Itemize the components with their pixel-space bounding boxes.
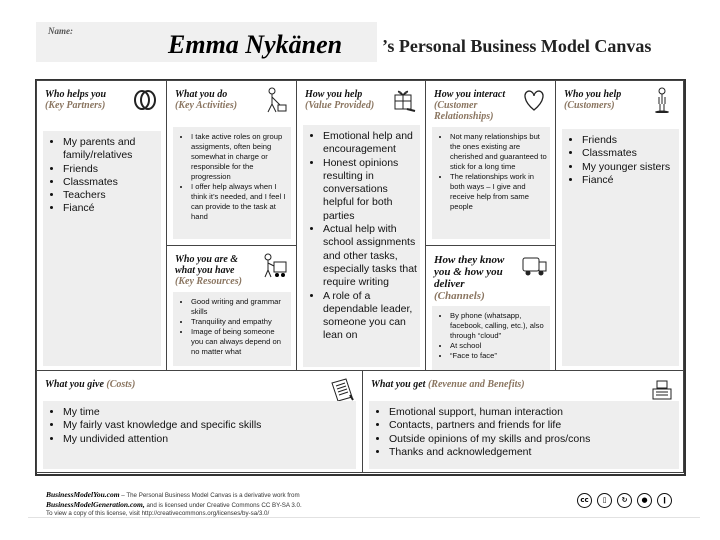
list-item: • My fairly vast knowledge and specific skills: [63, 419, 353, 432]
block-title: How you interact: [434, 89, 506, 100]
list-item: • Not many relationships but the ones existing are cherished and guaranteed to stick for a long time: [450, 132, 547, 172]
footer-site2: BusinessModelGeneration.com,: [46, 500, 145, 509]
nc-icon: ●: [637, 493, 652, 508]
list-item: • Good writing and grammar skills: [191, 297, 288, 317]
list-item: • A role of a dependable leader, someone you can lean on: [323, 290, 417, 343]
block-content: [432, 306, 550, 380]
footer-divider: [28, 517, 700, 518]
chain-link-icon: [132, 87, 158, 113]
list-item: • Friends: [63, 163, 158, 176]
list-item: • “Face to face”: [450, 351, 547, 361]
block-content: [173, 127, 291, 239]
block-revenue: [362, 370, 684, 473]
block-heading: [434, 89, 515, 122]
list-item: • Outside opinions of my skills and pros/cons: [389, 433, 676, 446]
block-content: [43, 131, 161, 366]
block-customers: [555, 80, 684, 371]
list-item: • Fiancé: [582, 174, 676, 187]
block-channels: [425, 245, 556, 371]
block-subtitle: (Channels): [434, 290, 485, 302]
block-content: [432, 127, 550, 239]
block-key-activities: [166, 80, 297, 246]
block-subtitle: (Revenue and Benefits): [427, 379, 525, 390]
list-item: • Thanks and acknowledgement: [389, 446, 676, 459]
block-content: [43, 401, 356, 469]
block-subtitle: (Key Resources): [175, 276, 242, 287]
list-item: • Image of being someone you can always depend on no matter what: [191, 327, 288, 357]
list-item: • Classmates: [582, 147, 676, 160]
block-content: [369, 401, 679, 469]
list-item: • Emotional help and encouragement: [323, 130, 417, 157]
list-item: • My time: [63, 406, 353, 419]
cash-register-icon: [649, 377, 675, 403]
block-subtitle: (Value Provided): [305, 100, 375, 111]
person-mowing-icon: [262, 87, 288, 113]
block-value: [296, 80, 426, 371]
heart-icon: [521, 87, 547, 113]
block-title: What you do: [175, 89, 228, 100]
block-subtitle: (Key Activities): [175, 100, 238, 111]
list-item: • Emotional support, human interaction: [389, 406, 676, 419]
block-subtitle: (Customer Relationships): [434, 100, 494, 122]
block-title: What you get: [371, 379, 426, 390]
footer-site1: BusinessModelYou.com: [46, 490, 120, 499]
block-title: How they know you & how you deliver: [434, 254, 505, 290]
name-label: Name:: [48, 26, 73, 36]
block-title: Who you help: [564, 89, 622, 100]
block-heading: [371, 379, 621, 390]
list-item: • Tranquility and empathy: [191, 317, 288, 327]
list-item: • At school: [450, 341, 547, 351]
block-heading: [45, 89, 126, 111]
block-heading: [175, 89, 256, 111]
list-item: • Fiancé: [63, 202, 158, 215]
license-text: [46, 490, 302, 518]
list-item: • By phone (whatsapp, facebook, calling, etc.), also through “cloud”: [450, 311, 547, 341]
list-item: • Teachers: [63, 189, 158, 202]
footer-text1: – The Personal Business Model Canvas is a derivative work from: [119, 492, 300, 499]
block-key-partners: [36, 80, 167, 371]
truck-icon: [521, 252, 547, 278]
block-key-resources: [166, 245, 297, 371]
block-subtitle: (Costs): [106, 379, 136, 390]
person-standing-icon: [649, 87, 675, 113]
block-content: [173, 292, 291, 366]
footer-text2: and is licensed under Creative Commons CC BY-SA 3.0.: [144, 502, 302, 509]
block-heading: [564, 89, 643, 111]
by-icon: ▯: [597, 493, 612, 508]
list-item: • The relationships work in both ways – I give and receive help from same people: [450, 172, 547, 212]
list-item: • I offer help always when I think it’s needed, and I feel I can provide to the task at hand: [191, 182, 288, 222]
list-item: • Actual help with school assignments and other tasks, especially tasks that require writing: [323, 223, 417, 289]
block-content: [562, 129, 679, 366]
block-title: What you give: [45, 379, 104, 390]
list-item: • Friends: [582, 134, 676, 147]
block-heading: [305, 89, 385, 111]
cc-icon: cc: [577, 493, 592, 508]
block-heading: [434, 254, 512, 302]
list-item: • Contacts, partners and friends for life: [389, 419, 676, 432]
block-content: [303, 125, 420, 367]
block-costs: [36, 370, 363, 473]
gift-icon: [391, 87, 417, 113]
list-item: • Classmates: [63, 176, 158, 189]
attribution-icon: ǀ: [657, 493, 672, 508]
list-item: • My younger sisters: [582, 161, 676, 174]
list-item: • Honest opinions resulting in conversations helpful for both parties: [323, 157, 417, 223]
list-item: • My undivided attention: [63, 433, 353, 446]
sa-icon: ↻: [617, 493, 632, 508]
block-heading: [45, 379, 295, 390]
block-relationships: [425, 80, 556, 246]
block-title: How you help: [305, 89, 363, 100]
person-name: Emma Nykänen: [168, 30, 343, 59]
block-title: Who helps you: [45, 89, 107, 100]
block-subtitle: (Customers): [564, 100, 615, 111]
list-item: • My parents and family/relatives: [63, 136, 158, 163]
list-item: • I take active roles on group assigments, often being somewhat in charge or responsible for the progression: [191, 132, 288, 182]
block-subtitle: (Key Partners): [45, 100, 106, 111]
footer-text3: To view a copy of this license, visit http://creativecommons.org/licenses/by-sa/3.0/: [46, 510, 270, 517]
person-with-cart-icon: [262, 252, 288, 278]
block-heading: [175, 254, 256, 287]
page-title: ’s Personal Business Model Canvas: [382, 36, 652, 56]
block-title: Who you are & what you have: [175, 254, 239, 276]
receipt-icon: [328, 377, 354, 403]
